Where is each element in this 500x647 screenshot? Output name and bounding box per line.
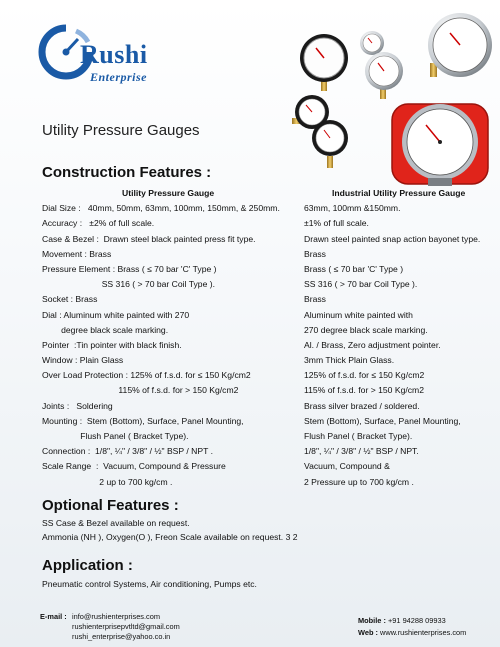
spec-row (42, 353, 497, 368)
spec-industrial-value: 3mm Thick Plain Glass. (304, 355, 395, 366)
gauge-photo-2 (360, 31, 384, 55)
spec-utility-value: Mounting : Stem (Bottom), Surface, Panel Mounting, (42, 415, 244, 426)
col2-header: Industrial Utility Pressure Gauge (332, 188, 466, 198)
email-3[interactable]: rushi_enterprise@yahoo.co.in (72, 632, 171, 641)
spec-row (42, 323, 497, 338)
spec-row (42, 262, 497, 277)
spec-header-row (42, 186, 497, 201)
spec-industrial-value: Al. / Brass, Zero adjustment pointer. (304, 339, 441, 350)
spec-table (42, 186, 497, 490)
gauge-photo-3 (365, 52, 403, 99)
optional-line-2: Ammonia (NH ), Oxygen(O ), Freon Scale available on request. 3 2 (42, 532, 298, 542)
spec-row (42, 444, 497, 459)
construction-heading: Construction Features : (42, 164, 212, 181)
gauge-photo-4 (428, 13, 492, 77)
col1-header: Utility Pressure Gauge (122, 188, 215, 198)
spec-rows (42, 201, 497, 490)
spec-industrial-value: Aluminum white painted with (304, 309, 413, 320)
spec-industrial-value: Stem (Bottom), Surface, Panel Mounting, (304, 415, 461, 426)
spec-industrial-value: Drawn steel painted snap action bayonet type. (304, 233, 481, 244)
spec-industrial-value: 63mm, 100mm &150mm. (304, 203, 401, 214)
spec-utility-value: Flush Panel ( Bracket Type). (42, 431, 189, 441)
spec-row (42, 368, 497, 383)
spec-industrial-value: 2 Pressure up to 700 kg/cm . (304, 476, 414, 487)
mobile-number[interactable]: +91 94288 09933 (387, 616, 446, 625)
spec-industrial-value: 125% of f.s.d. for ≤ 150 Kg/cm2 (304, 370, 425, 381)
footer-contact (358, 616, 466, 638)
spec-utility-value: Movement : Brass (42, 248, 112, 259)
company-subtitle: Enterprise (90, 70, 148, 84)
gauge-photos (290, 8, 495, 188)
spec-utility-value: Joints : Soldering (42, 400, 113, 411)
gauge-photo-6 (312, 120, 348, 168)
application-heading: Application : (42, 557, 133, 574)
spec-utility-value: Scale Range : Vacuum, Compound & Pressure (42, 461, 226, 472)
company-logo (36, 22, 196, 90)
spec-utility-value: Accuracy : ±2% of full scale. (42, 218, 155, 229)
spec-industrial-value: SS 316 ( > 70 bar Coil Type ). (304, 279, 418, 290)
spec-row (42, 475, 497, 490)
spec-industrial-value: Brass ( ≤ 70 bar 'C' Type ) (304, 263, 404, 274)
spec-industrial-value: Brass (304, 294, 326, 305)
spec-row (42, 201, 497, 216)
spec-row (42, 216, 497, 231)
spec-row (42, 308, 497, 323)
spec-utility-value: Over Load Protection : 125% of f.s.d. for ≤ 150 Kg/cm2 (42, 370, 251, 381)
spec-row (42, 414, 497, 429)
spec-row (42, 429, 497, 444)
web-label: Web : (358, 628, 378, 637)
spec-row (42, 277, 497, 292)
spec-industrial-value: Flush Panel ( Bracket Type). (304, 431, 413, 441)
mobile-label: Mobile : (358, 616, 386, 625)
spec-row (42, 232, 497, 247)
spec-industrial-value: Vacuum, Compound & (304, 461, 390, 472)
spec-industrial-value: ±1% of full scale. (304, 218, 369, 229)
spec-row (42, 338, 497, 353)
email-1[interactable]: info@rushienterprises.com (72, 612, 161, 621)
red-gauge-photo (392, 104, 488, 186)
spec-utility-value: Socket : Brass (42, 294, 98, 305)
application-text: Pneumatic control Systems, Air conditioning, Pumps etc. (42, 579, 257, 589)
spec-utility-value: Window : Plain Glass (42, 355, 124, 366)
footer-email (40, 612, 180, 642)
gauge-photo-1 (300, 34, 348, 91)
email-2[interactable]: rushienterprisepvtltd@gmail.com (72, 622, 180, 631)
spec-row (42, 247, 497, 262)
spec-utility-value: Dial : Aluminum white painted with 270 (42, 309, 190, 320)
spec-utility-value: Dial Size : 40mm, 50mm, 63mm, 100mm, 150mm, & 250mm. (42, 203, 280, 214)
spec-row (42, 292, 497, 307)
spec-industrial-value: 270 degree black scale marking. (304, 324, 428, 335)
spec-utility-value: 115% of f.s.d. for > 150 Kg/cm2 (42, 385, 239, 396)
spec-row (42, 399, 497, 414)
optional-line-1: SS Case & Bezel available on request. (42, 518, 190, 528)
page-title: Utility Pressure Gauges (42, 122, 200, 139)
email-label: E-mail : (40, 612, 67, 621)
spec-utility-value: Connection : 1/8", ¼" / 3/8" / ½" BSP / NPT . (42, 446, 213, 457)
spec-utility-value: degree black scale marking. (42, 324, 169, 335)
spec-utility-value: Case & Bezel : Drawn steel black painted press fit type. (42, 233, 256, 244)
web-link[interactable]: www.rushienterprises.com (380, 628, 467, 637)
spec-row (42, 459, 497, 474)
spec-row (42, 383, 497, 398)
spec-industrial-value: 115% of f.s.d. for > 150 Kg/cm2 (304, 385, 424, 396)
spec-industrial-value: Brass silver brazed / soldered. (304, 400, 420, 411)
optional-heading: Optional Features : (42, 497, 179, 514)
spec-utility-value: Pointer :Tin pointer with black finish. (42, 339, 182, 350)
company-name: Rushi (80, 40, 148, 69)
spec-utility-value: SS 316 ( > 70 bar Coil Type ). (42, 279, 215, 290)
spec-utility-value: 2 up to 700 kg/cm . (42, 476, 173, 487)
spec-industrial-value: Brass (304, 248, 326, 259)
spec-industrial-value: 1/8", ¼" / 3/8" / ½" BSP / NPT. (304, 446, 419, 457)
spec-utility-value: Pressure Element : Brass ( ≤ 70 bar 'C' Type ) (42, 263, 217, 274)
